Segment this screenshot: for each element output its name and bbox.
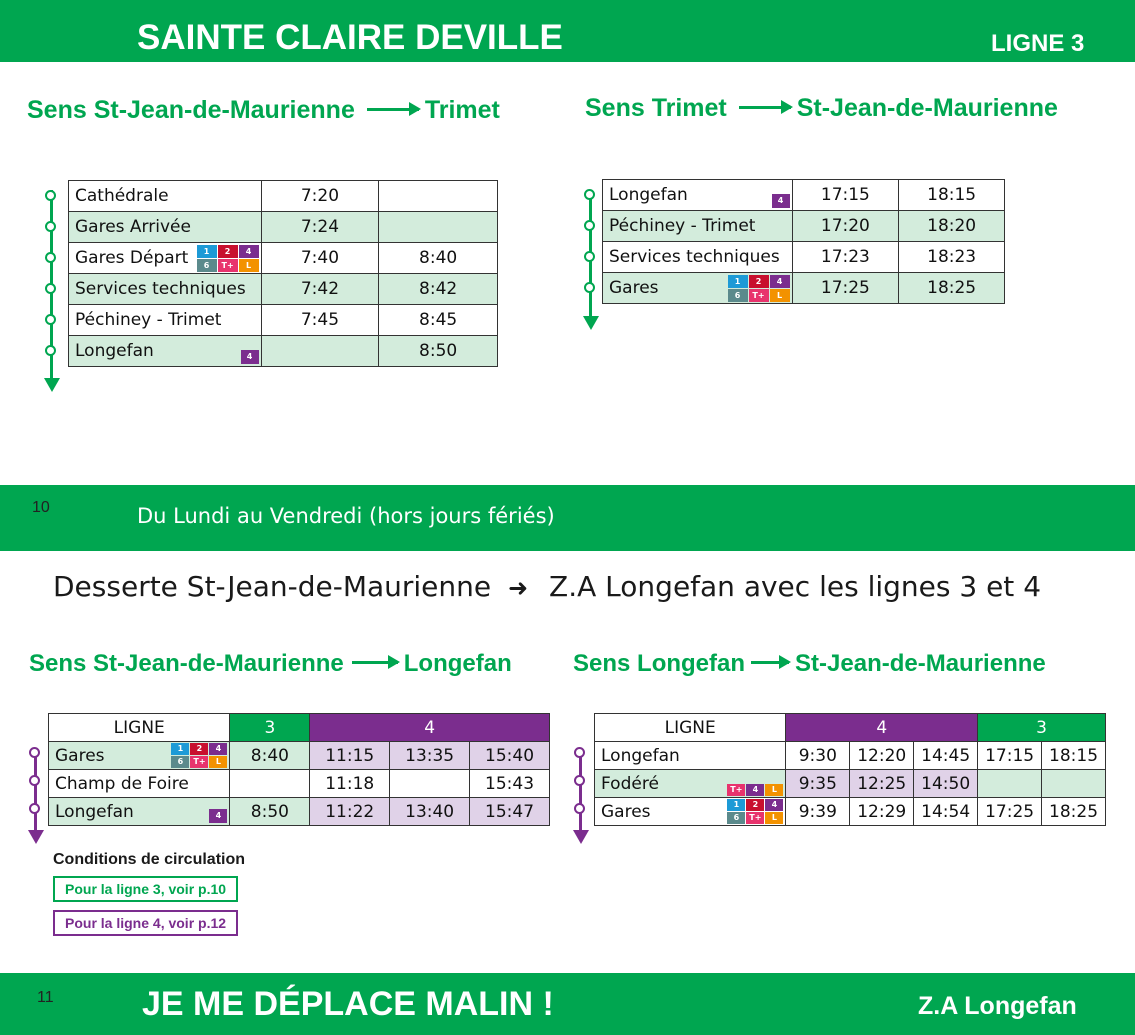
conditions-title: Conditions de circulation bbox=[53, 851, 246, 868]
line-6-badge: 6 bbox=[171, 756, 189, 768]
stop-name: Péchiney - Trimet bbox=[69, 305, 262, 336]
time-cell bbox=[1042, 770, 1106, 798]
time-cell: 11:15 bbox=[310, 742, 390, 770]
time-cell bbox=[379, 212, 498, 243]
line-1-badge: 1 bbox=[728, 275, 748, 288]
time-cell: 18:20 bbox=[899, 211, 1005, 242]
stop-name: Longefan bbox=[55, 801, 134, 822]
line-1-badge: 1 bbox=[727, 799, 745, 811]
stop-icon bbox=[584, 189, 595, 200]
time-cell bbox=[978, 770, 1042, 798]
time-cell: 7:40 bbox=[261, 243, 379, 274]
line-1-badge: 1 bbox=[171, 743, 189, 755]
line-4-badge: 4 bbox=[209, 743, 227, 755]
line-l-badge: L bbox=[209, 756, 227, 768]
time-cell: 8:40 bbox=[230, 742, 310, 770]
section-title bbox=[53, 570, 1041, 603]
time-cell: 9:30 bbox=[786, 742, 850, 770]
direction-from: Sens Longefan bbox=[573, 650, 746, 677]
time-cell: 7:42 bbox=[261, 274, 379, 305]
timetable-lines-left bbox=[48, 713, 550, 826]
line-l-badge: L bbox=[765, 784, 783, 796]
line-4-badge: 4 bbox=[239, 245, 259, 258]
direction-from: Sens St-Jean-de-Maurienne bbox=[29, 650, 344, 677]
time-cell: 12:25 bbox=[850, 770, 914, 798]
condition-line-4[interactable]: Pour la ligne 4, voir p.12 bbox=[53, 910, 238, 936]
time-cell: 7:20 bbox=[261, 181, 379, 212]
time-cell bbox=[390, 770, 470, 798]
stop-cell bbox=[69, 336, 262, 367]
table-row bbox=[69, 181, 498, 212]
table-header-row bbox=[49, 714, 550, 742]
line-2-badge: 2 bbox=[190, 743, 208, 755]
stop-icon bbox=[29, 747, 40, 758]
stop-name: Gares bbox=[601, 801, 651, 822]
arrow-right-icon: ➜ bbox=[508, 574, 529, 602]
table-row bbox=[69, 336, 498, 367]
line-tplus-badge: T+ bbox=[190, 756, 208, 768]
stop-name: Champ de Foire bbox=[49, 770, 230, 798]
table-row bbox=[69, 305, 498, 336]
direction-title-right bbox=[573, 650, 1046, 678]
line-4-badge: 4 bbox=[770, 275, 790, 288]
table-row bbox=[603, 211, 1005, 242]
time-cell: 15:47 bbox=[470, 798, 550, 826]
stop-name: Cathédrale bbox=[69, 181, 262, 212]
stop-icon bbox=[45, 345, 56, 356]
time-cell: 17:25 bbox=[792, 273, 899, 304]
time-cell: 18:25 bbox=[1042, 798, 1106, 826]
line-l-badge: L bbox=[770, 289, 790, 302]
table-row bbox=[595, 742, 1106, 770]
time-cell: 8:50 bbox=[230, 798, 310, 826]
header-line-3: 3 bbox=[978, 714, 1106, 742]
line-2-badge: 2 bbox=[749, 275, 769, 288]
line-l-badge: L bbox=[239, 259, 259, 272]
arrow-icon bbox=[751, 661, 789, 664]
header-line-4: 4 bbox=[786, 714, 978, 742]
header-ligne: LIGNE bbox=[595, 714, 786, 742]
page-title: SAINTE CLAIRE DEVILLE bbox=[137, 18, 563, 57]
line-4-badge: 4 bbox=[765, 799, 783, 811]
time-cell: 17:20 bbox=[792, 211, 899, 242]
stop-icon bbox=[584, 220, 595, 231]
stop-name: Gares Arrivée bbox=[69, 212, 262, 243]
time-cell: 14:50 bbox=[914, 770, 978, 798]
table-row bbox=[595, 770, 1106, 798]
arrow-down-icon bbox=[28, 830, 44, 844]
time-cell bbox=[230, 770, 310, 798]
time-cell: 9:39 bbox=[786, 798, 850, 826]
page-number: 10 bbox=[32, 499, 50, 516]
stop-cell bbox=[49, 742, 230, 770]
stop-name: Longefan bbox=[595, 742, 786, 770]
line-2-badge: 2 bbox=[746, 799, 764, 811]
arrow-icon bbox=[739, 106, 791, 109]
line-tplus-badge: T+ bbox=[727, 784, 745, 796]
table-row bbox=[595, 798, 1106, 826]
line-tplus-badge: T+ bbox=[218, 259, 238, 272]
line-6-badge: 6 bbox=[728, 289, 748, 302]
table-row bbox=[603, 273, 1005, 304]
arrow-down-icon bbox=[573, 830, 589, 844]
stop-name: Services techniques bbox=[69, 274, 262, 305]
time-cell: 8:42 bbox=[379, 274, 498, 305]
table-row bbox=[69, 274, 498, 305]
days-band bbox=[0, 485, 1135, 551]
stop-name: Péchiney - Trimet bbox=[603, 211, 793, 242]
direction-to: St-Jean-de-Maurienne bbox=[795, 650, 1046, 677]
time-cell bbox=[261, 336, 379, 367]
time-cell: 14:54 bbox=[914, 798, 978, 826]
line-6-badge: 6 bbox=[197, 259, 217, 272]
slogan: JE ME DÉPLACE MALIN ! bbox=[142, 985, 554, 1023]
connections-badges bbox=[171, 743, 227, 768]
time-cell: 17:15 bbox=[792, 180, 899, 211]
stop-cell bbox=[69, 243, 262, 274]
time-cell: 18:23 bbox=[899, 242, 1005, 273]
time-cell: 12:20 bbox=[850, 742, 914, 770]
connections-badges bbox=[728, 275, 790, 302]
time-cell: 11:18 bbox=[310, 770, 390, 798]
direction-from: Sens Trimet bbox=[585, 94, 727, 122]
direction-to: St-Jean-de-Maurienne bbox=[796, 94, 1058, 122]
line-4-badge: 4 bbox=[746, 784, 764, 796]
stop-icon bbox=[584, 282, 595, 293]
stop-icon bbox=[45, 314, 56, 325]
stop-name: Gares bbox=[609, 278, 659, 298]
line-tplus-badge: T+ bbox=[746, 812, 764, 824]
route-line bbox=[34, 748, 37, 832]
line-4-badge: 4 bbox=[241, 350, 259, 364]
line-tplus-badge: T+ bbox=[749, 289, 769, 302]
time-cell: 18:15 bbox=[1042, 742, 1106, 770]
stop-icon bbox=[45, 283, 56, 294]
table-row bbox=[69, 243, 498, 274]
timetable-lines-right bbox=[594, 713, 1106, 826]
time-cell: 18:25 bbox=[899, 273, 1005, 304]
table-row bbox=[603, 242, 1005, 273]
section-title-from: Desserte St-Jean-de-Maurienne bbox=[53, 570, 492, 603]
time-cell: 13:40 bbox=[390, 798, 470, 826]
table-row bbox=[49, 742, 550, 770]
table-row bbox=[49, 798, 550, 826]
stop-icon bbox=[45, 221, 56, 232]
time-cell: 15:43 bbox=[470, 770, 550, 798]
direction-title-left bbox=[29, 650, 512, 678]
direction-to: Trimet bbox=[424, 96, 500, 124]
line-4-badge: 4 bbox=[772, 194, 790, 208]
connections-badges bbox=[727, 799, 783, 824]
section-title-to: Z.A Longefan avec les lignes 3 et 4 bbox=[549, 570, 1042, 603]
time-cell: 8:45 bbox=[379, 305, 498, 336]
header-line-4: 4 bbox=[310, 714, 550, 742]
stop-icon bbox=[574, 803, 585, 814]
time-cell: 7:45 bbox=[261, 305, 379, 336]
stop-cell bbox=[603, 180, 793, 211]
table-header-row bbox=[595, 714, 1106, 742]
zone-label: Z.A Longefan bbox=[918, 992, 1077, 1020]
stop-name: Fodéré bbox=[601, 773, 659, 794]
time-cell: 14:45 bbox=[914, 742, 978, 770]
stop-name: Longefan bbox=[75, 341, 154, 361]
table-row bbox=[69, 212, 498, 243]
header-ligne: LIGNE bbox=[49, 714, 230, 742]
stop-name: Gares bbox=[55, 745, 105, 766]
time-cell: 17:23 bbox=[792, 242, 899, 273]
arrow-down-icon bbox=[44, 378, 60, 392]
stop-cell bbox=[595, 798, 786, 826]
line-l-badge: L bbox=[765, 812, 783, 824]
direction-to: Longefan bbox=[403, 650, 512, 677]
time-cell: 7:24 bbox=[261, 212, 379, 243]
stop-name: Gares Départ bbox=[75, 248, 189, 268]
timetable-right bbox=[602, 179, 1005, 304]
stop-icon bbox=[574, 747, 585, 758]
line-label: LIGNE 3 bbox=[991, 30, 1085, 57]
route-line bbox=[579, 748, 582, 832]
arrow-icon bbox=[367, 108, 419, 111]
timetable-left bbox=[68, 180, 498, 367]
time-cell: 8:50 bbox=[379, 336, 498, 367]
time-cell: 11:22 bbox=[310, 798, 390, 826]
time-cell: 8:40 bbox=[379, 243, 498, 274]
header-band bbox=[0, 0, 1135, 62]
time-cell: 17:15 bbox=[978, 742, 1042, 770]
stop-cell bbox=[595, 770, 786, 798]
stop-name: Services techniques bbox=[603, 242, 793, 273]
line-6-badge: 6 bbox=[727, 812, 745, 824]
stop-icon bbox=[574, 775, 585, 786]
arrow-down-icon bbox=[583, 316, 599, 330]
stop-icon bbox=[584, 251, 595, 262]
header-line-3: 3 bbox=[230, 714, 310, 742]
time-cell: 13:35 bbox=[390, 742, 470, 770]
stop-icon bbox=[45, 252, 56, 263]
stop-cell bbox=[603, 273, 793, 304]
page-number: 11 bbox=[37, 989, 54, 1006]
table-row bbox=[603, 180, 1005, 211]
direction-from: Sens St-Jean-de-Maurienne bbox=[27, 96, 355, 124]
line-4-badge: 4 bbox=[209, 809, 227, 823]
time-cell: 18:15 bbox=[899, 180, 1005, 211]
footer-band bbox=[0, 973, 1135, 1035]
time-cell bbox=[379, 181, 498, 212]
stop-icon bbox=[45, 190, 56, 201]
stop-icon bbox=[29, 803, 40, 814]
stop-cell bbox=[49, 798, 230, 826]
arrow-icon bbox=[352, 661, 398, 664]
condition-line-3[interactable]: Pour la ligne 3, voir p.10 bbox=[53, 876, 238, 902]
time-cell: 12:29 bbox=[850, 798, 914, 826]
time-cell: 15:40 bbox=[470, 742, 550, 770]
line-2-badge: 2 bbox=[218, 245, 238, 258]
days-label: Du Lundi au Vendredi (hors jours fériés) bbox=[137, 504, 555, 528]
connections-badges bbox=[727, 784, 783, 796]
direction-title-right bbox=[585, 94, 1058, 123]
stop-name: Longefan bbox=[609, 185, 688, 205]
time-cell: 17:25 bbox=[978, 798, 1042, 826]
stop-icon bbox=[29, 775, 40, 786]
time-cell: 9:35 bbox=[786, 770, 850, 798]
connections-badges bbox=[197, 245, 259, 272]
table-row bbox=[49, 770, 550, 798]
line-1-badge: 1 bbox=[197, 245, 217, 258]
direction-title-left bbox=[27, 96, 500, 125]
